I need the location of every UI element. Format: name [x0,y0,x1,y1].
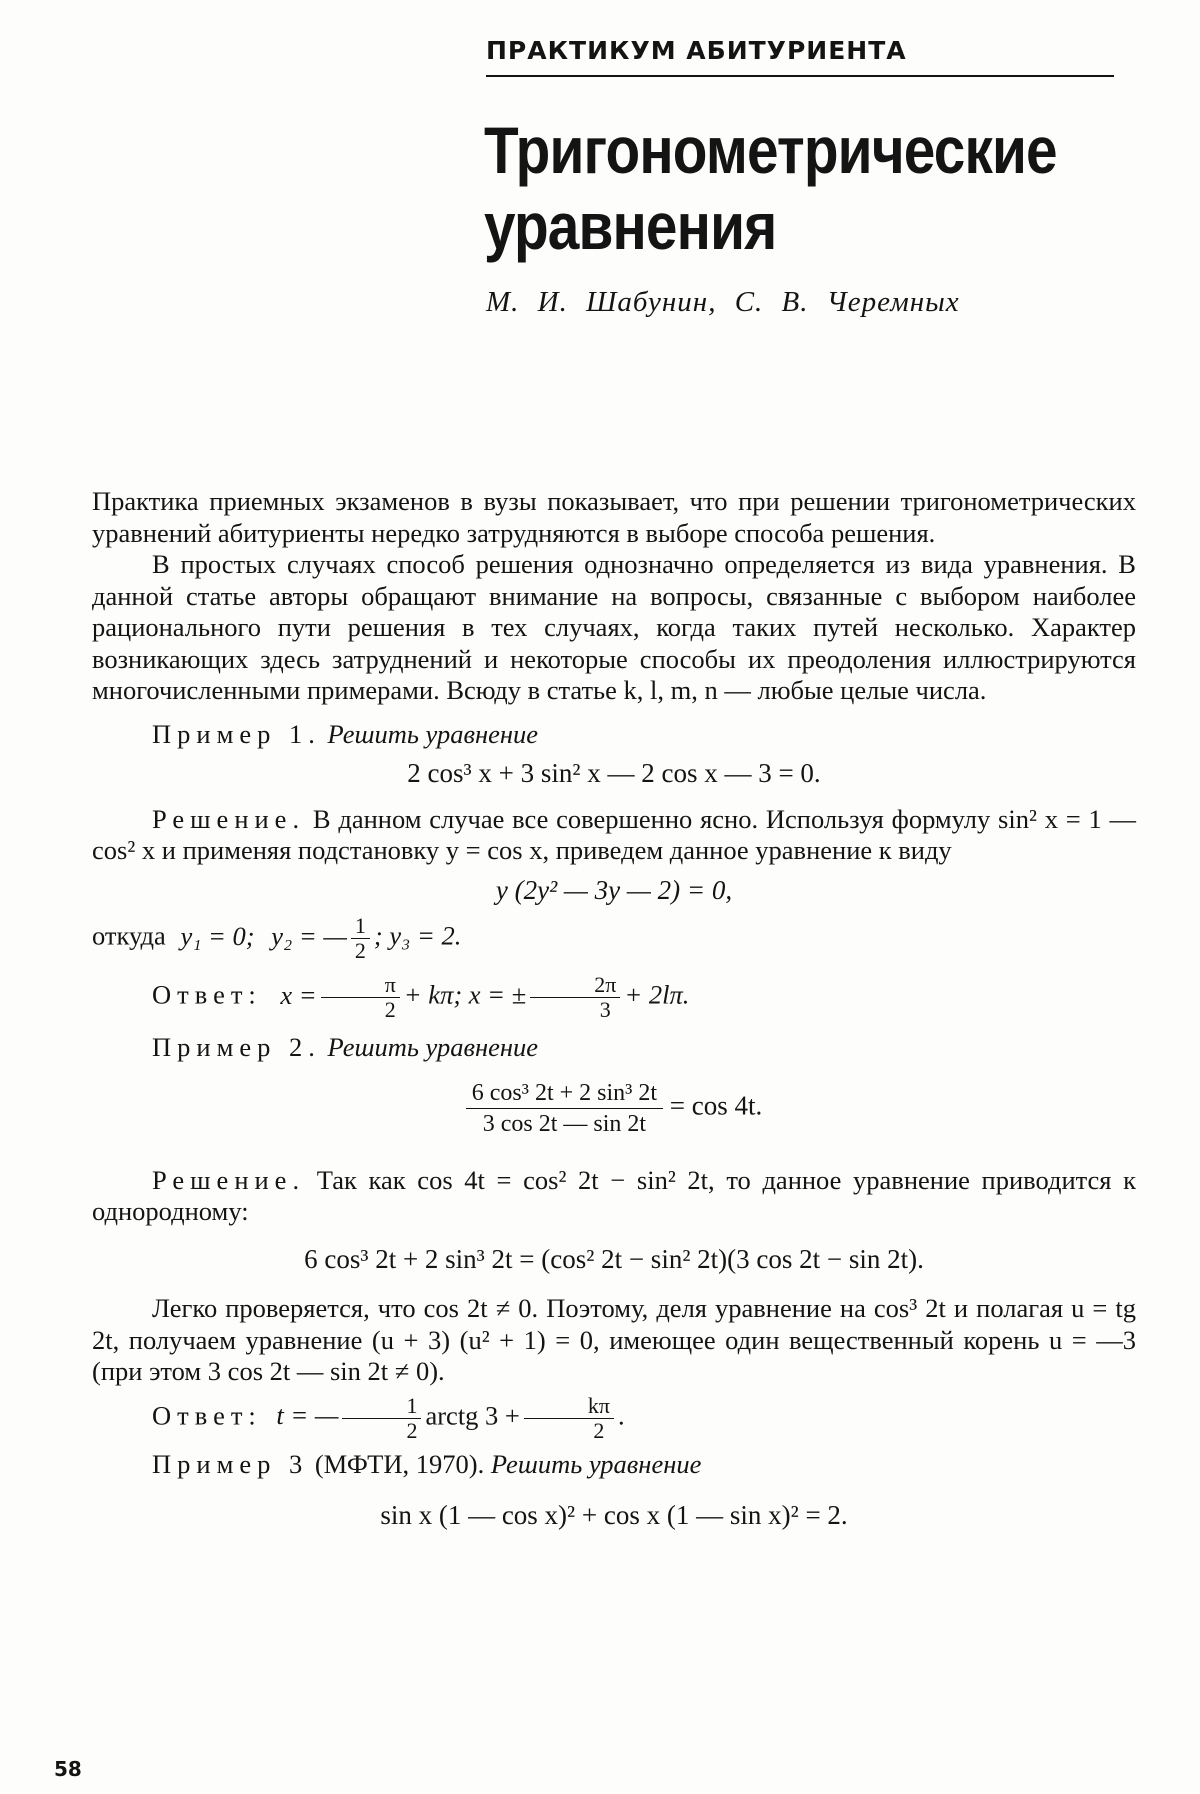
example-2-answer-fraction-2-denominator: 2 [593,1417,605,1443]
example-1-task: Решить уравнение [327,718,539,749]
example-1-label: Пример 1. [152,718,321,749]
example-2-answer [92,1394,1136,1443]
example-2-homogeneous-equation: 6 cos³ 2t + 2 sin³ 2t = (cos² 2t − sin² 2t)(3 cos 2t − sin 2t). [304,1243,924,1274]
example-2-equation [92,1078,1136,1139]
example-1-answer-fraction-2-numerator: 2π [530,973,620,998]
root-y2-fraction [351,914,370,963]
example-1-solution-text: В данном случае все совершенно ясно. Используя формулу sin² x = 1 — cos² x и применяя подстановку y = cos x, приведем данное уравнение к виду [92,803,1137,865]
example-2-answer-fraction-1-denominator: 2 [406,1417,418,1443]
example-2-text-2: Легко проверяется, что cos 2t ≠ 0. Поэтому, деля уравнение на cos³ 2t и полагая u = tg 2t, получаем уравнение (u + 3) (u² + 1) = 0, имеющее один вещественный корень u = —3 (при этом 3 cos 2t — sin 2t ≠ 0). [92,1293,1136,1386]
root-y2: y₂ = — [271,920,347,951]
example-2-answer-part-2: arctg 3 + [425,1400,520,1431]
example-1-roots [92,914,1136,963]
example-2-answer-part-3: . [617,1400,625,1431]
example-2-fraction-numerator: 6 cos³ 2t + 2 sin³ 2t [466,1078,663,1109]
root-y1: y₁ = 0; [180,920,255,951]
example-2-fraction [466,1078,663,1139]
example-2-solution [92,1165,1136,1228]
example-2-answer-part-1: t = — [276,1400,339,1431]
example-2-answer-label: Ответ: [152,1400,262,1431]
example-1-answer-fraction-1-numerator: π [321,973,400,998]
example-2-task: Решить уравнение [327,1032,539,1062]
example-1-equation-2: y (2y² — 3y — 2) = 0, [495,874,733,905]
root-y2-denominator: 2 [354,938,366,963]
example-2-solution-label: Решение. [152,1164,306,1195]
example-1-answer-fraction-1-denominator: 2 [384,997,396,1022]
rubric-header: ПРАКТИКУМ АБИТУРИЕНТА [486,36,1114,77]
example-2-fraction-rhs: = cos 4t. [669,1090,763,1121]
title-line-2: уравнения [484,189,777,263]
example-1-answer [92,973,1136,1022]
example-2-answer-fraction-1 [342,1394,421,1443]
example-2-heading [92,1032,1136,1064]
example-1-heading [92,719,1136,751]
root-y3: ; y₃ = 2. [373,920,462,951]
example-2-answer-fraction-1-numerator: 1 [342,1394,421,1419]
example-1-answer-part-2: + kπ; x = ± [403,979,527,1010]
example-2-answer-fraction-2-numerator: kπ [524,1394,614,1419]
example-3-source: (МФТИ, 1970). [314,1448,485,1479]
example-1-answer-fraction-2-denominator: 3 [599,997,611,1022]
example-1-solution-label: Решение. [152,803,306,834]
example-2-label: Пример 2. [152,1032,321,1062]
example-1-answer-part-3: + 2lπ. [624,979,690,1010]
roots-prefix: откуда [92,920,166,951]
intro-paragraph-1: Практика приемных экзаменов в вузы показывает, что при решении тригонометрических уравнений абитуриенты нередко затрудняются в выборе способа решения. [92,486,1136,548]
example-1-answer-part-1: x = [280,979,317,1010]
article-title [484,112,1069,264]
example-1-answer-fraction-2 [530,973,620,1022]
example-3-label: Пример 3 [152,1448,309,1479]
intro-paragraph-2: В простых случаях способ решения однозначно определяется из вида уравнения. В данной статье авторы обращают внимание на вопросы, связанные с выбором наиболее рационального пути решения в тех случаях, когда таких путей несколько. Характер возникающих здесь затруднений и некоторые способы их преодоления иллюстрируются многочисленными примерами. Всюду в статье k, l, m, n — любые целые числа. [92,549,1136,705]
authors: М. И. Шабунин, С. В. Черемных [486,286,960,318]
root-y2-numerator: 1 [351,914,370,939]
example-1-equation: 2 cos³ x + 3 sin² x — 2 cos x — 3 = 0. [407,758,821,788]
example-2-solution-text: Так как cos 4t = cos² 2t − sin² 2t, то данное уравнение приводится к однородному: [92,1164,1137,1226]
page-number: 58 [54,1757,82,1781]
title-line-1: Тригонометрические [484,113,1057,187]
example-1-answer-label: Ответ: [152,979,262,1010]
article-body [92,486,1136,1540]
example-2-answer-fraction-2 [524,1394,614,1443]
example-3-heading [92,1449,1136,1481]
example-1-solution [92,804,1136,867]
example-2-fraction-denominator: 3 cos 2t — sin 2t [482,1110,647,1137]
example-3-equation: sin x (1 — cos x)² + cos x (1 — sin x)² = 2. [380,1500,848,1530]
example-1-answer-fraction-1 [321,973,400,1022]
example-3-task: Решить уравнение [490,1448,702,1479]
